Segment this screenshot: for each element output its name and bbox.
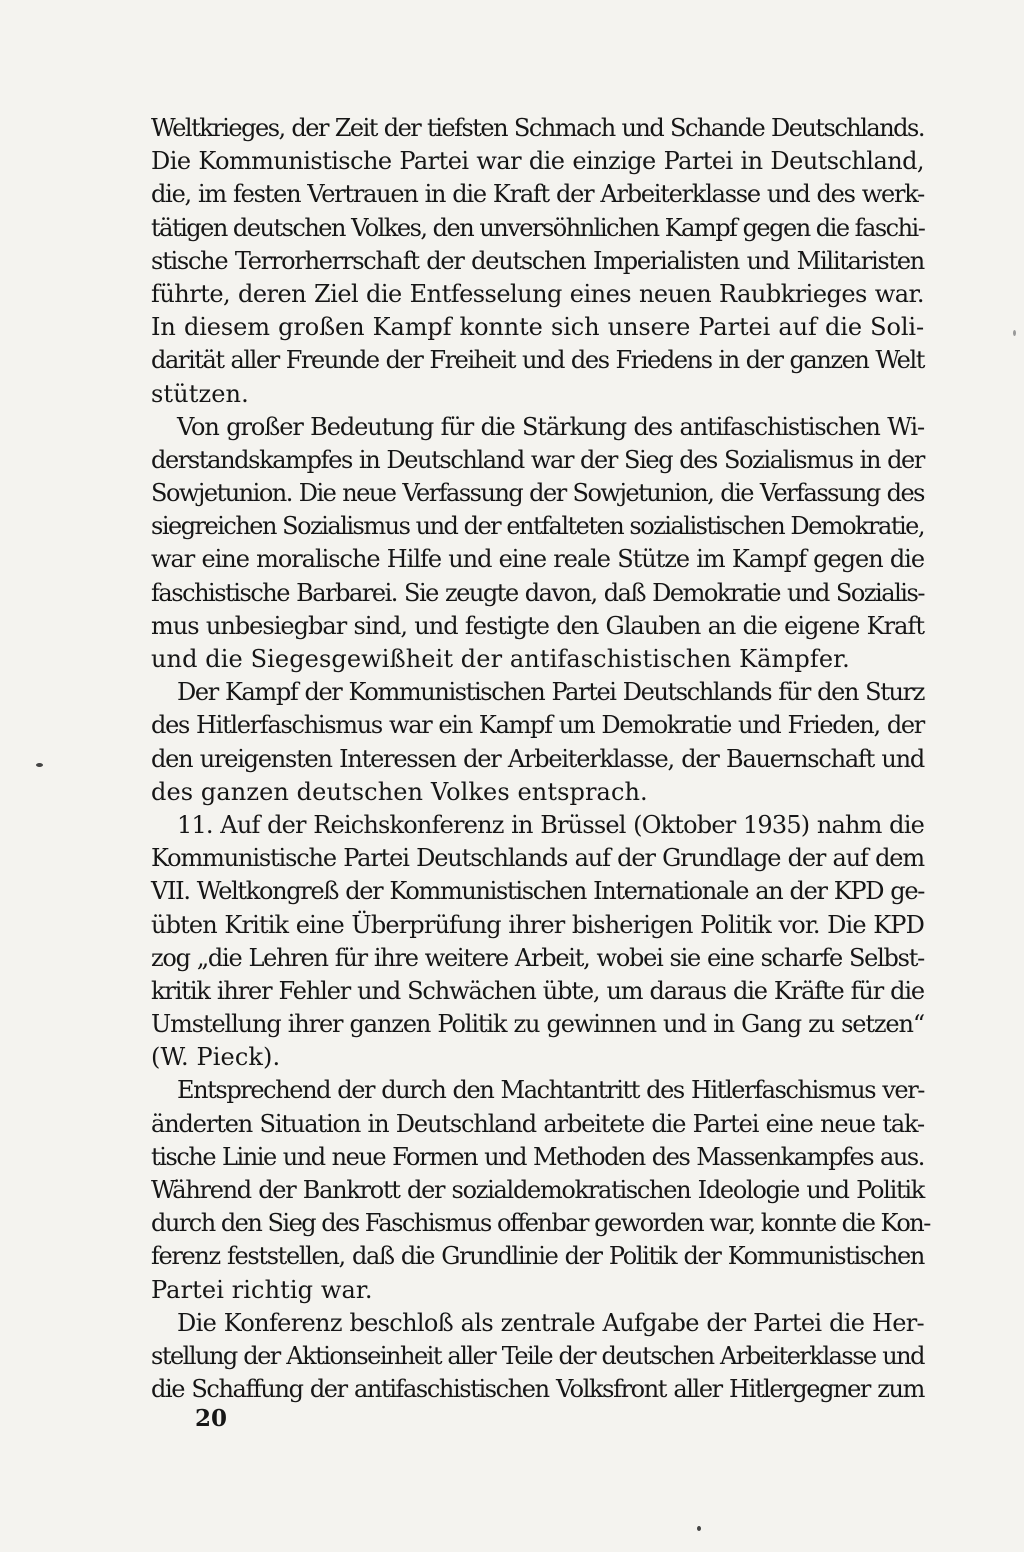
text-line: In diesem großen Kampf konnte sich unsere Partei auf die Soli-	[151, 313, 924, 342]
text-line: derstandskampfes in Deutschland war der Sieg des Sozialismus in der	[151, 445, 924, 474]
text-line: den ureigensten Interessen der Arbeiterklasse, der Bauernschaft und	[151, 744, 924, 773]
text-line: stische Terrorherrschaft der deutschen Imperialisten und Militaristen	[151, 246, 924, 275]
text-line: tische Linie und neue Formen und Methoden des Massenkampfes aus.	[151, 1142, 924, 1171]
text-line: siegreichen Sozialismus und der entfalteten sozialistischen Demokratie,	[151, 512, 924, 541]
text-line: übten Kritik eine Überprüfung ihrer bisherigen Politik vor. Die KPD	[151, 910, 924, 939]
text-line: die, im festen Vertrauen in die Kraft der Arbeiterklasse und des werk-	[151, 180, 924, 209]
text-line: 11. Auf der Reichskonferenz in Brüssel (Oktober 1935) nahm die	[177, 810, 924, 839]
text-line: zog „die Lehren für ihre weitere Arbeit, wobei sie eine scharfe Selbst-	[151, 943, 924, 972]
text-line: Umstellung ihrer ganzen Politik zu gewinnen und in Gang zu setzen“	[151, 1010, 924, 1039]
text-line: stützen.	[151, 379, 249, 408]
text-line: war eine moralische Hilfe und eine reale Stütze im Kampf gegen die	[151, 545, 924, 574]
text-line: des Hitlerfaschismus war ein Kampf um Demokratie und Frieden, der	[151, 711, 924, 740]
text-line: Während der Bankrott der sozialdemokratischen Ideologie und Politik	[151, 1176, 924, 1204]
text-line: und die Siegesgewißheit der antifaschistischen Kämpfer.	[151, 645, 850, 673]
text-line: tätigen deutschen Volkes, den unversöhnlichen Kampf gegen die faschi-	[151, 213, 925, 242]
text-line: mus unbesiegbar sind, und festigte den Glauben an die eigene Kraft	[151, 611, 924, 640]
text-line: Sowjetunion. Die neue Verfassung der Sowjetunion, die Verfassung des	[151, 479, 924, 508]
scan-speck	[697, 1526, 701, 1531]
text-line: Entsprechend der durch den Machtantritt des Hitlerfaschismus ver-	[177, 1076, 924, 1105]
text-line: die Schaffung der antifaschistischen Volksfront aller Hitlergegner zum	[151, 1375, 924, 1404]
text-line: Partei richtig war.	[151, 1275, 373, 1304]
text-line: Weltkrieges, der Zeit der tiefsten Schmach und Schande Deutschlands.	[151, 114, 924, 142]
text-line: durch den Sieg des Faschismus offenbar geworden war, konnte die Kon-	[151, 1209, 930, 1238]
text-line: des ganzen deutschen Volkes entsprach.	[151, 777, 648, 806]
text-line: Die Kommunistische Partei war die einzige Partei in Deutschland,	[151, 147, 924, 176]
text-line: änderten Situation in Deutschland arbeitete die Partei eine neue tak-	[151, 1109, 924, 1138]
text-line: Von großer Bedeutung für die Stärkung des antifaschistischen Wi-	[177, 412, 924, 441]
text-line: führte, deren Ziel die Entfesselung eines neuen Raubkrieges war.	[151, 279, 924, 308]
text-line: kritik ihrer Fehler und Schwächen übte, um daraus die Kräfte für die	[151, 976, 924, 1005]
scan-speck	[36, 763, 43, 767]
text-line: VII. Weltkongreß der Kommunistischen Internationale an der KPD ge-	[151, 877, 924, 906]
text-line: ferenz feststellen, daß die Grundlinie der Politik der Kommunistischen	[151, 1242, 924, 1271]
text-line: Die Konferenz beschloß als zentrale Aufgabe der Partei die Her-	[177, 1308, 924, 1337]
text-line: (W. Pieck).	[151, 1043, 281, 1072]
text-line: stellung der Aktionseinheit aller Teile der deutschen Arbeiterklasse und	[151, 1341, 924, 1370]
page-number: 20	[195, 1405, 228, 1432]
body-text	[151, 112, 930, 1406]
text-line: Kommunistische Partei Deutschlands auf der Grundlage der auf dem	[151, 844, 924, 873]
text-line: darität aller Freunde der Freiheit und des Friedens in der ganzen Welt	[151, 346, 924, 375]
scan-speck	[1013, 330, 1016, 336]
text-line: Der Kampf der Kommunistischen Partei Deutschlands für den Sturz	[177, 678, 924, 707]
text-line: faschistische Barbarei. Sie zeugte davon, daß Demokratie und Sozialis-	[151, 578, 924, 607]
